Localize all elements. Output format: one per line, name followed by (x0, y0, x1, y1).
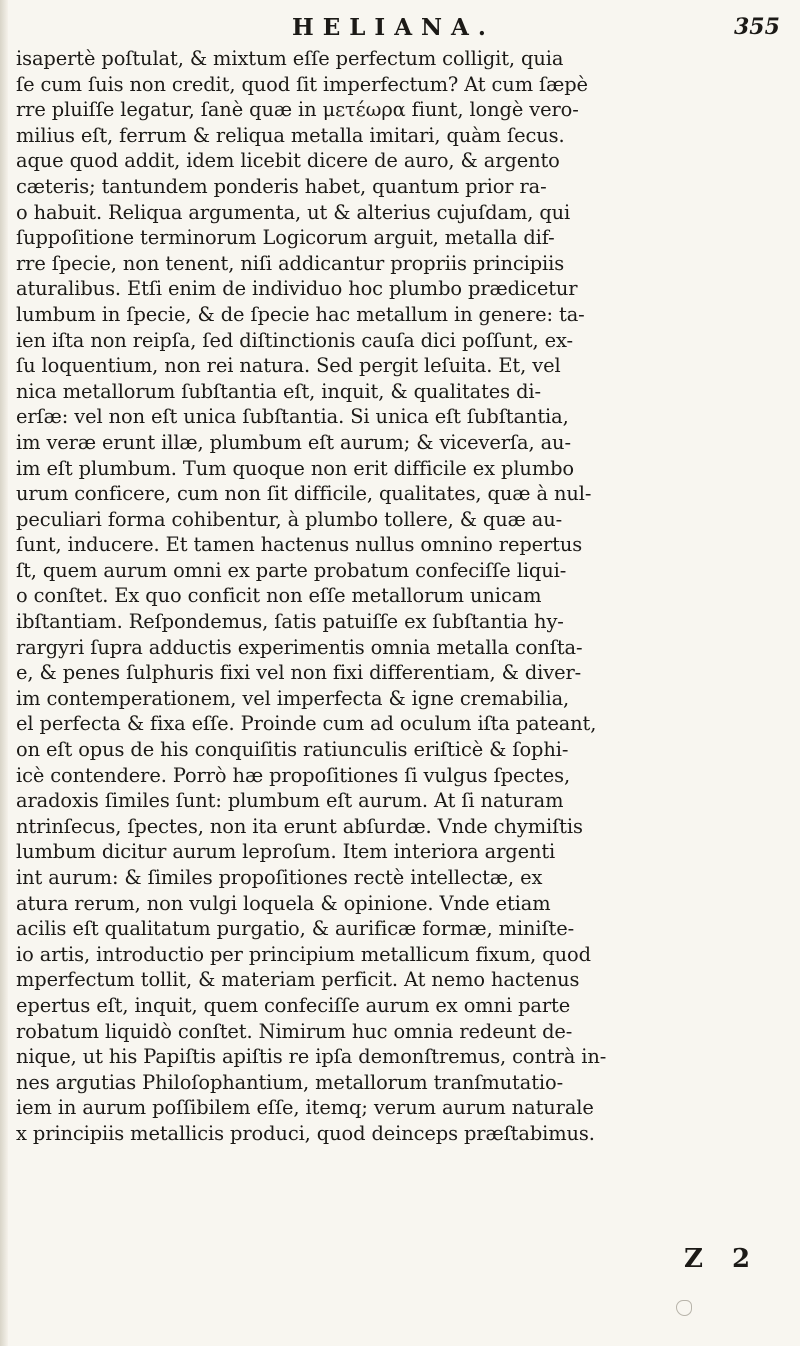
text-line: nique, ut his Papiſtis apiſtis re ipſa demonſtremus, contrà in- (16, 1045, 607, 1069)
text-line: erſæ: vel non eſt unica ſubſtantia. Si unica eſt ſubſtantia, (16, 405, 569, 429)
text-line: acilis eſt qualitatum purgatio, & aurificæ formæ, miniſte- (16, 917, 575, 941)
text-line: robatum liquidò conſtet. Nimirum huc omnia redeunt de- (16, 1019, 573, 1043)
text-line: cæteris; tantundem ponderis habet, quantum prior ra- (16, 174, 547, 198)
text-line: on eſt opus de his conquiſitis ratiunculis eriſticè & ſophi- (16, 738, 569, 762)
text-line: int aurum: & ſimiles propoſitiones rectè intellectæ, ex (16, 866, 543, 889)
text-line: o habuit. Reliqua argumenta, ut & alterius cujuſdam, qui (16, 200, 571, 224)
text-line: lumbum in ſpecie, & de ſpecie hac metallum in genere: ta- (16, 302, 585, 326)
text-line: aturalibus. Etſi enim de individuo hoc plumbo prædicetur (16, 277, 578, 301)
text-line: ſuppoſitione terminorum Logicorum arguit, metalla dif- (16, 226, 555, 250)
text-line: iem in aurum poſſibilem eſſe, itemq; verum aurum naturale (16, 1096, 594, 1120)
body-text (16, 46, 786, 1147)
text-line: milius eſt, ferrum & reliqua metalla imitari, quàm ſecus. (16, 123, 565, 147)
text-line: im eſt plumbum. Tum quoque non erit difficile ex plumbo (16, 456, 574, 480)
text-line: ſe cum ſuis non credit, quod ſit imperfectum? At cum ſæpè (16, 72, 588, 96)
text-line: aque quod addit, idem licebit dicere de auro, & argento (16, 149, 560, 173)
page-header (0, 10, 800, 46)
text-line: atura rerum, non vulgi loquela & opinione. Vnde etiam (16, 891, 551, 915)
page-gutter-shadow (0, 0, 8, 1346)
text-line: im veræ erunt illæ, plumbum eſt aurum; & viceverſa, au- (16, 430, 571, 454)
text-line: icè contendere. Porrò hæ propoſitiones ſi vulgus ſpectes, (16, 763, 571, 787)
text-line: o conſtet. Ex quo conficit non eſſe metallorum unicam (16, 584, 542, 608)
text-line: ntrinſecus, ſpectes, non ita erunt abſurdæ. Vnde chymiſtis (16, 814, 583, 838)
text-line: epertus eſt, inquit, quem confeciſſe aurum ex omni parte (16, 993, 571, 1017)
text-line: io artis, introductio per principium metallicum fixum, quod (16, 942, 591, 966)
text-line: im contemperationem, vel imperfecta & igne cremabilia, (16, 686, 570, 710)
text-line: ſu loquentium, non rei natura. Sed pergit leſuita. Et, vel (16, 354, 561, 378)
text-line: ſt, quem aurum omni ex parte probatum confeciſſe liqui- (16, 558, 567, 582)
text-line: isapertè poſtulat, & mixtum eſſe perfectum colligit, quia (16, 47, 564, 70)
paper-blemish (676, 1300, 692, 1316)
text-line: x principiis metallicis produci, quod deinceps præſtabimus. (16, 1121, 595, 1145)
signature-mark: Z 2 (684, 1244, 761, 1274)
text-line: el perfecta & fixa eſſe. Proinde cum ad oculum iſta pateant, (16, 712, 597, 736)
text-line: ſunt, inducere. Et tamen hactenus nullus omnino repertus (16, 533, 583, 557)
text-line: rre pluiſſe legatur, ſanè quæ in μετέωρα fiunt, longè vero- (16, 98, 579, 122)
text-line: aradoxis ſimiles ſunt: plumbum eſt aurum. At ſi naturam (16, 789, 564, 813)
text-line: peculiari forma cohibentur, à plumbo tollere, & quæ au- (16, 507, 563, 531)
text-line: nica metallorum ſubſtantia eſt, inquit, & qualitates di- (16, 379, 541, 403)
running-title: HELIANA. (292, 14, 495, 41)
text-line: ien iſta non reipſa, ſed diſtinctionis cauſa dici poſſunt, ex- (16, 328, 573, 352)
text-line: nes argutias Philoſophantium, metallorum tranſmutatio- (16, 1070, 564, 1094)
text-line: urum conficere, cum non ſit difficile, qualitates, quæ à nul- (16, 482, 592, 506)
text-line: rre ſpecie, non tenent, niſi addicantur propriis principiis (16, 251, 565, 275)
text-line: mperfectum tollit, & materiam perficit. At nemo hactenus (16, 968, 580, 992)
text-line: rargyri ſupra adductis experimentis omnia metalla conſta- (16, 635, 583, 659)
page-number: 355 (734, 14, 780, 40)
text-line: ibſtantiam. Reſpondemus, ſatis patuiſſe ex ſubſtantia hy- (16, 610, 564, 634)
text-line: e, & penes ſulphuris fixi vel non fixi differentiam, & diver- (16, 661, 582, 685)
text-line: lumbum dicitur aurum leproſum. Item interiora argenti (16, 840, 556, 864)
